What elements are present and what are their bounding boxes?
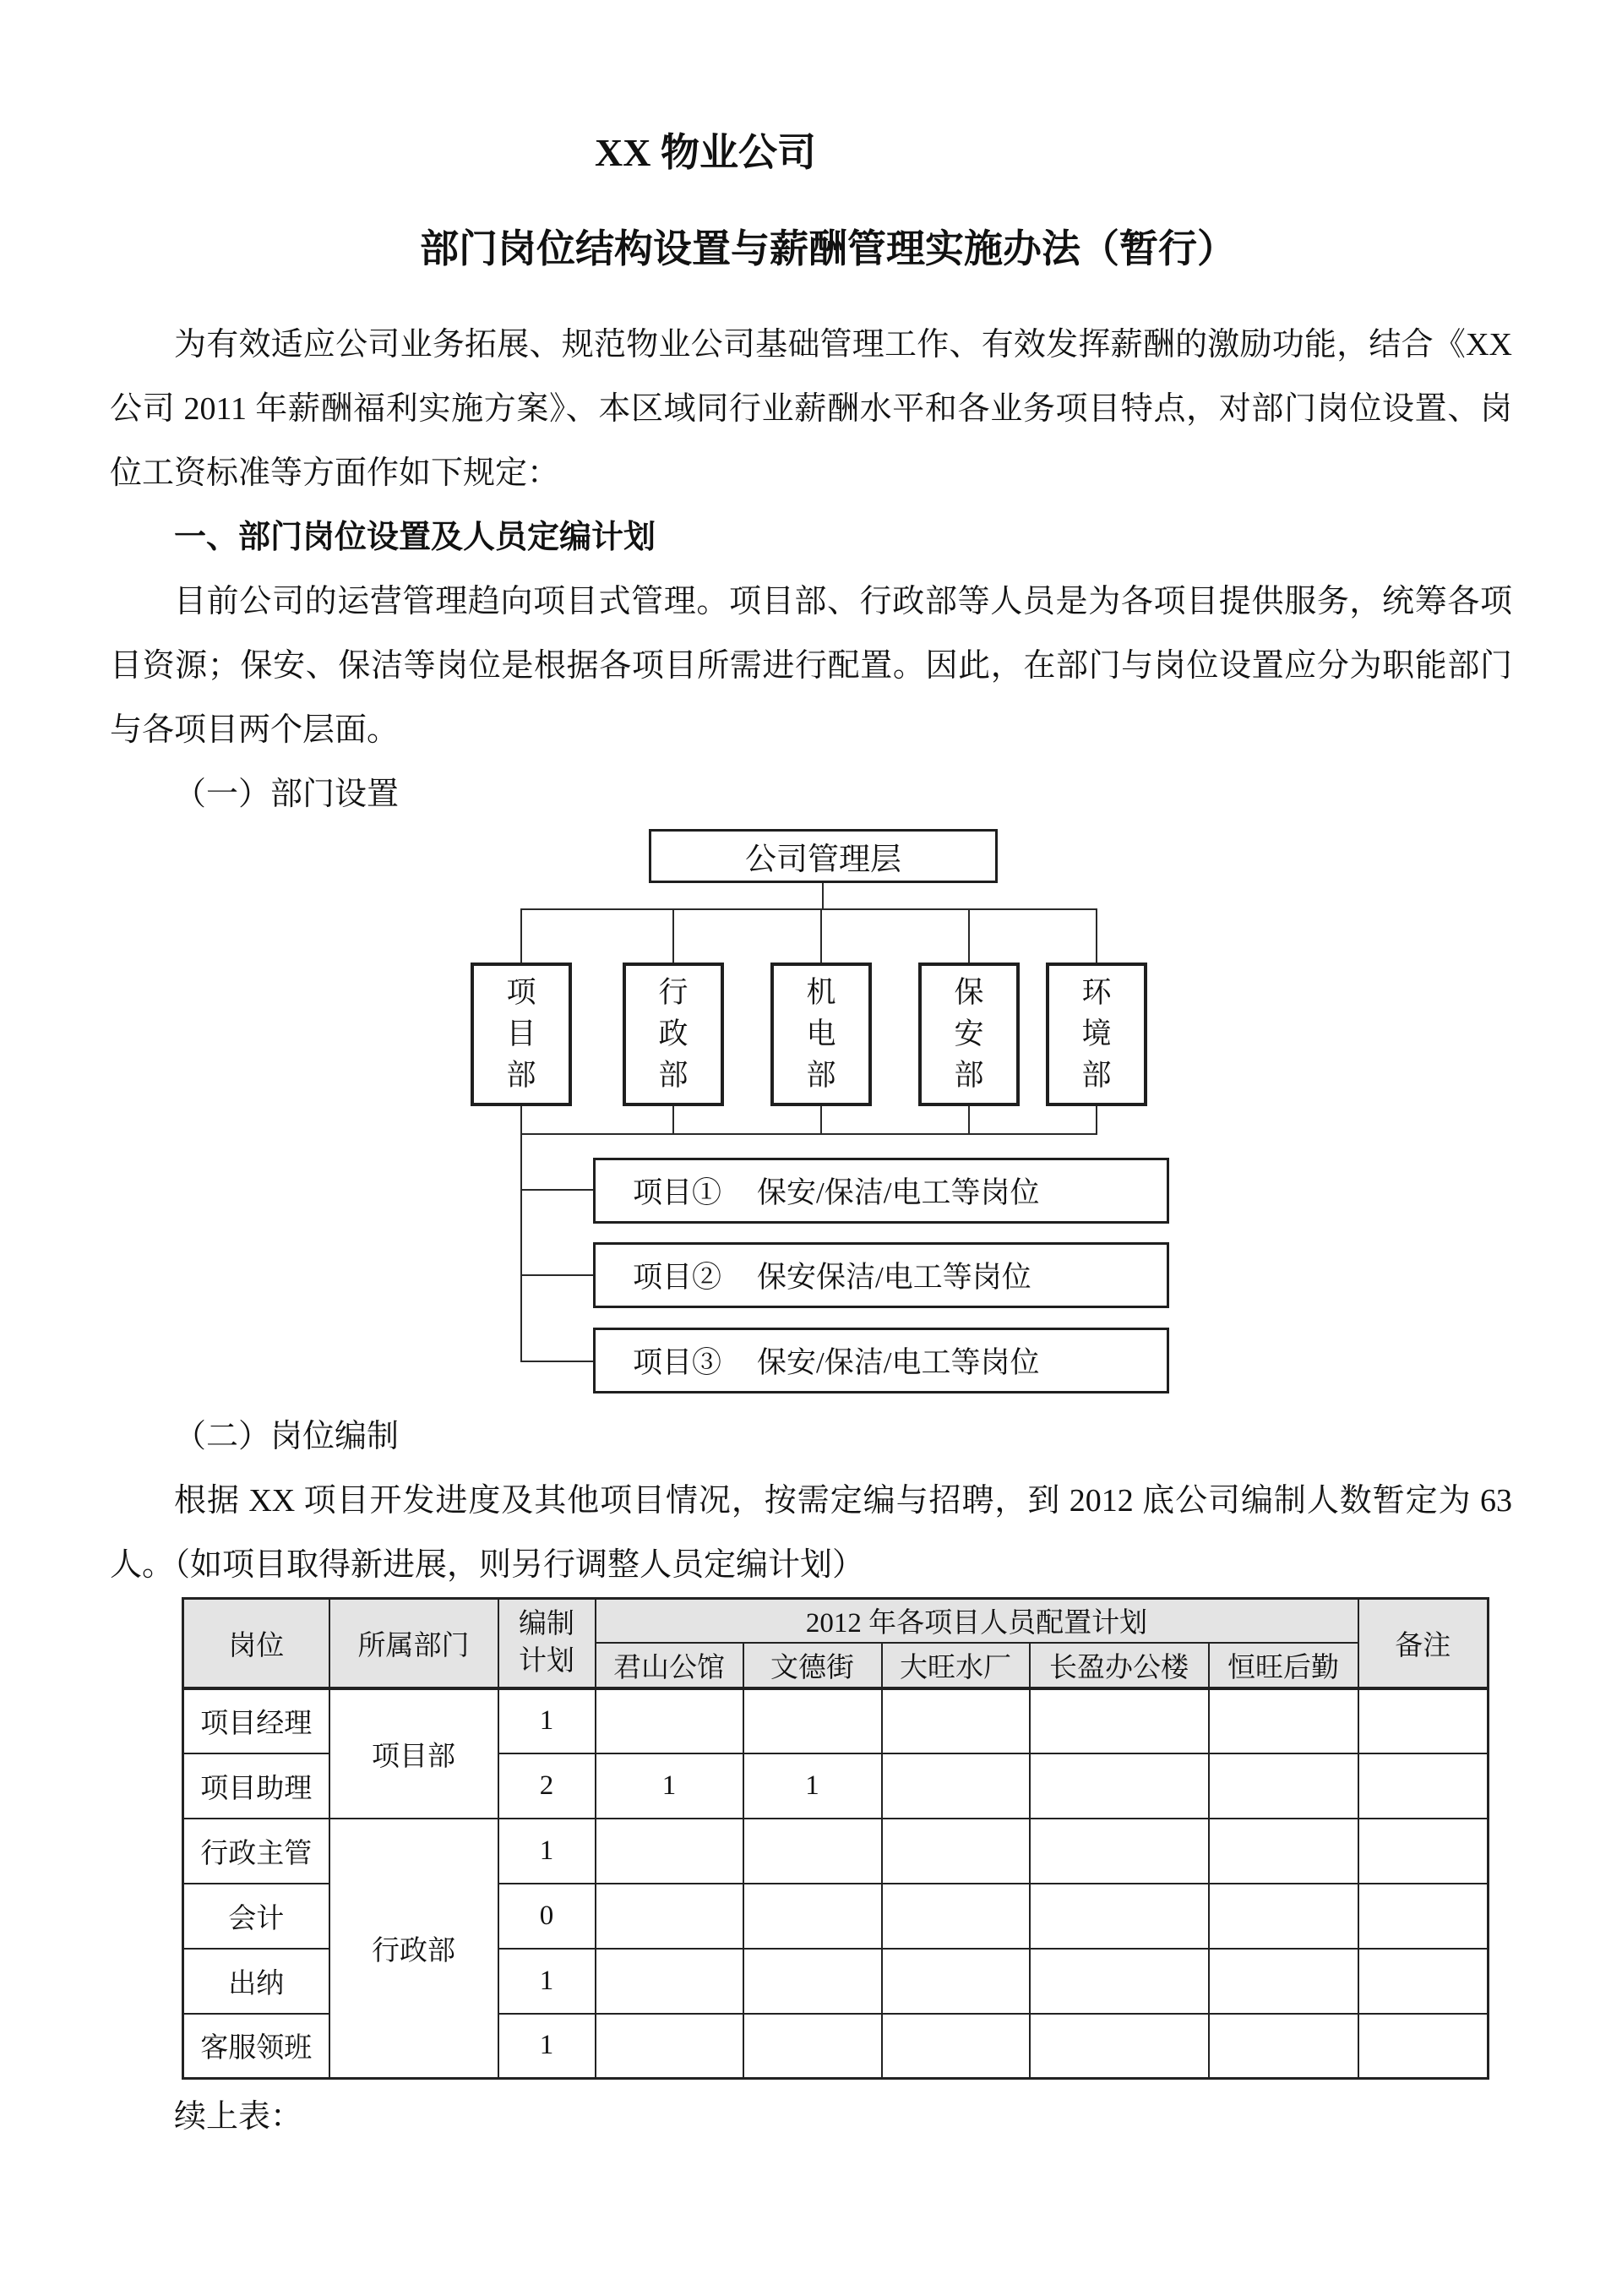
cell-value bbox=[596, 1688, 743, 1753]
header-post: 岗位 bbox=[183, 1599, 329, 1688]
org-dept-box-admin bbox=[623, 963, 724, 1106]
section1-body: 目前公司的运营管理趋向项目式管理。项目部、行政部等人员是为各项目提供服务，统筹各项目资源；保安、保洁等岗位是根据各项目所需进行配置。因此，在部门与岗位设置应分为职能部门与各项目两个层面。 bbox=[110, 584, 1512, 748]
header-plan-line1: 编制 bbox=[519, 1609, 574, 1640]
connector-line bbox=[520, 1106, 522, 1133]
table-continuation-label: 续上表： bbox=[174, 2099, 303, 2135]
cell-value bbox=[882, 1688, 1030, 1753]
cell-value bbox=[743, 1884, 882, 1949]
cell-plan: 1 bbox=[498, 2014, 596, 2079]
cell-remark bbox=[1358, 1884, 1489, 1949]
connector-line bbox=[520, 1189, 593, 1191]
cell-value bbox=[1030, 1819, 1209, 1884]
connector-line bbox=[520, 1361, 593, 1362]
subsection2-label: （二）岗位编制 bbox=[174, 1419, 400, 1454]
cell-value bbox=[1209, 1884, 1358, 1949]
org-dept-label: 行 政 部 bbox=[658, 976, 689, 1092]
cell-value bbox=[743, 1688, 882, 1753]
header-project-2: 文德街 bbox=[743, 1643, 882, 1688]
cell-remark bbox=[1358, 1819, 1489, 1884]
org-project-label: 项目① bbox=[633, 1176, 722, 1209]
cell-value bbox=[1209, 1819, 1358, 1884]
org-dept-label: 机 电 部 bbox=[806, 976, 836, 1092]
document-subtitle: 部门岗位结构设置与薪酬管理实施办法（暂行） bbox=[420, 227, 1236, 270]
cell-value bbox=[596, 1884, 743, 1949]
cell-value bbox=[743, 2014, 882, 2079]
org-project-box-1 bbox=[593, 1158, 1169, 1224]
cell-value bbox=[882, 1949, 1030, 2014]
org-dept-label: 环 境 部 bbox=[1081, 976, 1112, 1092]
cell-value bbox=[882, 1884, 1030, 1949]
header-plan-group: 2012 年各项目人员配置计划 bbox=[596, 1599, 1358, 1643]
cell-value: 1 bbox=[596, 1753, 743, 1819]
org-project-desc: 保安/保洁/电工等岗位 bbox=[757, 1346, 1040, 1379]
cell-dept: 行政部 bbox=[329, 1819, 498, 2079]
connector-line bbox=[520, 1133, 522, 1362]
table-header-row-1 bbox=[183, 1599, 1489, 1643]
header-project-4: 长盈办公楼 bbox=[1030, 1643, 1209, 1688]
table-row bbox=[183, 1688, 1489, 1753]
org-project-label: 项目② bbox=[633, 1261, 722, 1294]
cell-plan: 0 bbox=[498, 1884, 596, 1949]
org-project-desc: 保安/保洁/电工等岗位 bbox=[757, 1176, 1040, 1209]
header-plan bbox=[498, 1599, 596, 1688]
connector-line bbox=[672, 1106, 674, 1133]
org-project-desc: 保安保洁/电工等岗位 bbox=[757, 1261, 1031, 1294]
cell-value bbox=[1030, 1753, 1209, 1819]
cell-plan: 1 bbox=[498, 1688, 596, 1753]
cell-value bbox=[1030, 2014, 1209, 2079]
connector-line bbox=[520, 908, 522, 963]
connector-line bbox=[968, 1106, 970, 1133]
org-root-label: 公司管理层 bbox=[745, 843, 901, 877]
connector-line bbox=[820, 1106, 822, 1133]
cell-plan: 1 bbox=[498, 1819, 596, 1884]
connector-line bbox=[820, 908, 822, 963]
cell-value bbox=[596, 1949, 743, 2014]
cell-remark bbox=[1358, 1688, 1489, 1753]
cell-value bbox=[1030, 1688, 1209, 1753]
intro-paragraph: 为有效适应公司业务拓展、规范物业公司基础管理工作、有效发挥薪酬的激励功能，结合《XX 公司 2011 年薪酬福利实施方案》、本区域同行业薪酬水平和各业务项目特点，对部门岗位设置、岗位工资标准等方面作如下规定： bbox=[110, 327, 1512, 491]
cell-value: 1 bbox=[743, 1753, 882, 1819]
cell-dept: 项目部 bbox=[329, 1688, 498, 1819]
connector-line bbox=[672, 908, 674, 963]
org-dept-label: 项 目 部 bbox=[506, 976, 536, 1092]
cell-remark bbox=[1358, 2014, 1489, 2079]
cell-post: 行政主管 bbox=[183, 1819, 329, 1884]
header-dept: 所属部门 bbox=[329, 1599, 498, 1688]
org-project-box-3 bbox=[593, 1328, 1169, 1393]
cell-post: 客服领班 bbox=[183, 2014, 329, 2079]
cell-value bbox=[743, 1819, 882, 1884]
cell-value bbox=[1209, 1688, 1358, 1753]
org-chart bbox=[110, 826, 1512, 1394]
org-dept-box-environment bbox=[1046, 963, 1147, 1106]
org-dept-box-mechelec bbox=[770, 963, 872, 1106]
cell-remark bbox=[1358, 1753, 1489, 1819]
cell-value bbox=[596, 2014, 743, 2079]
cell-post: 项目助理 bbox=[183, 1753, 329, 1819]
org-project-box-2 bbox=[593, 1242, 1169, 1308]
header-project-1: 君山公馆 bbox=[596, 1643, 743, 1688]
subsection2-body: 根据 XX 项目开发进度及其他项目情况，按需定编与招聘，到 2012 底公司编制人数暂定为 63 人。（如项目取得新进展，则另行调整人员定编计划） bbox=[110, 1483, 1512, 1583]
org-dept-label: 保 安 部 bbox=[954, 976, 984, 1092]
connector-line bbox=[520, 1133, 1097, 1135]
cell-post: 出纳 bbox=[183, 1949, 329, 2014]
org-root-box bbox=[649, 829, 998, 883]
cell-value bbox=[882, 2014, 1030, 2079]
connector-line bbox=[520, 908, 1097, 910]
org-dept-box-project bbox=[471, 963, 572, 1106]
connector-line bbox=[822, 883, 824, 908]
org-dept-box-security bbox=[918, 963, 1020, 1106]
cell-value bbox=[1030, 1884, 1209, 1949]
section1-heading: 一、部门岗位设置及人员定编计划 bbox=[174, 520, 656, 555]
connector-line bbox=[968, 908, 970, 963]
cell-value bbox=[743, 1949, 882, 2014]
cell-value bbox=[882, 1819, 1030, 1884]
document-title: XX 物业公司 bbox=[595, 131, 816, 174]
cell-post: 会计 bbox=[183, 1884, 329, 1949]
header-plan-line2: 计划 bbox=[519, 1646, 574, 1677]
cell-value bbox=[1209, 1753, 1358, 1819]
connector-line bbox=[520, 1274, 593, 1276]
staffing-table bbox=[182, 1597, 1489, 2080]
cell-value bbox=[1209, 2014, 1358, 2079]
connector-line bbox=[1096, 908, 1097, 963]
cell-value bbox=[596, 1819, 743, 1884]
table-row bbox=[183, 1819, 1489, 1884]
header-remark: 备注 bbox=[1358, 1599, 1489, 1688]
cell-remark bbox=[1358, 1949, 1489, 2014]
connector-line bbox=[1096, 1106, 1097, 1133]
subsection1-label: （一）部门设置 bbox=[174, 777, 400, 812]
cell-value bbox=[1030, 1949, 1209, 2014]
cell-value bbox=[882, 1753, 1030, 1819]
cell-plan: 2 bbox=[498, 1753, 596, 1819]
cell-post: 项目经理 bbox=[183, 1688, 329, 1753]
org-project-label: 项目③ bbox=[633, 1346, 722, 1379]
cell-value bbox=[1209, 1949, 1358, 2014]
header-project-3: 大旺水厂 bbox=[882, 1643, 1030, 1688]
header-project-5: 恒旺后勤 bbox=[1209, 1643, 1358, 1688]
cell-plan: 1 bbox=[498, 1949, 596, 2014]
